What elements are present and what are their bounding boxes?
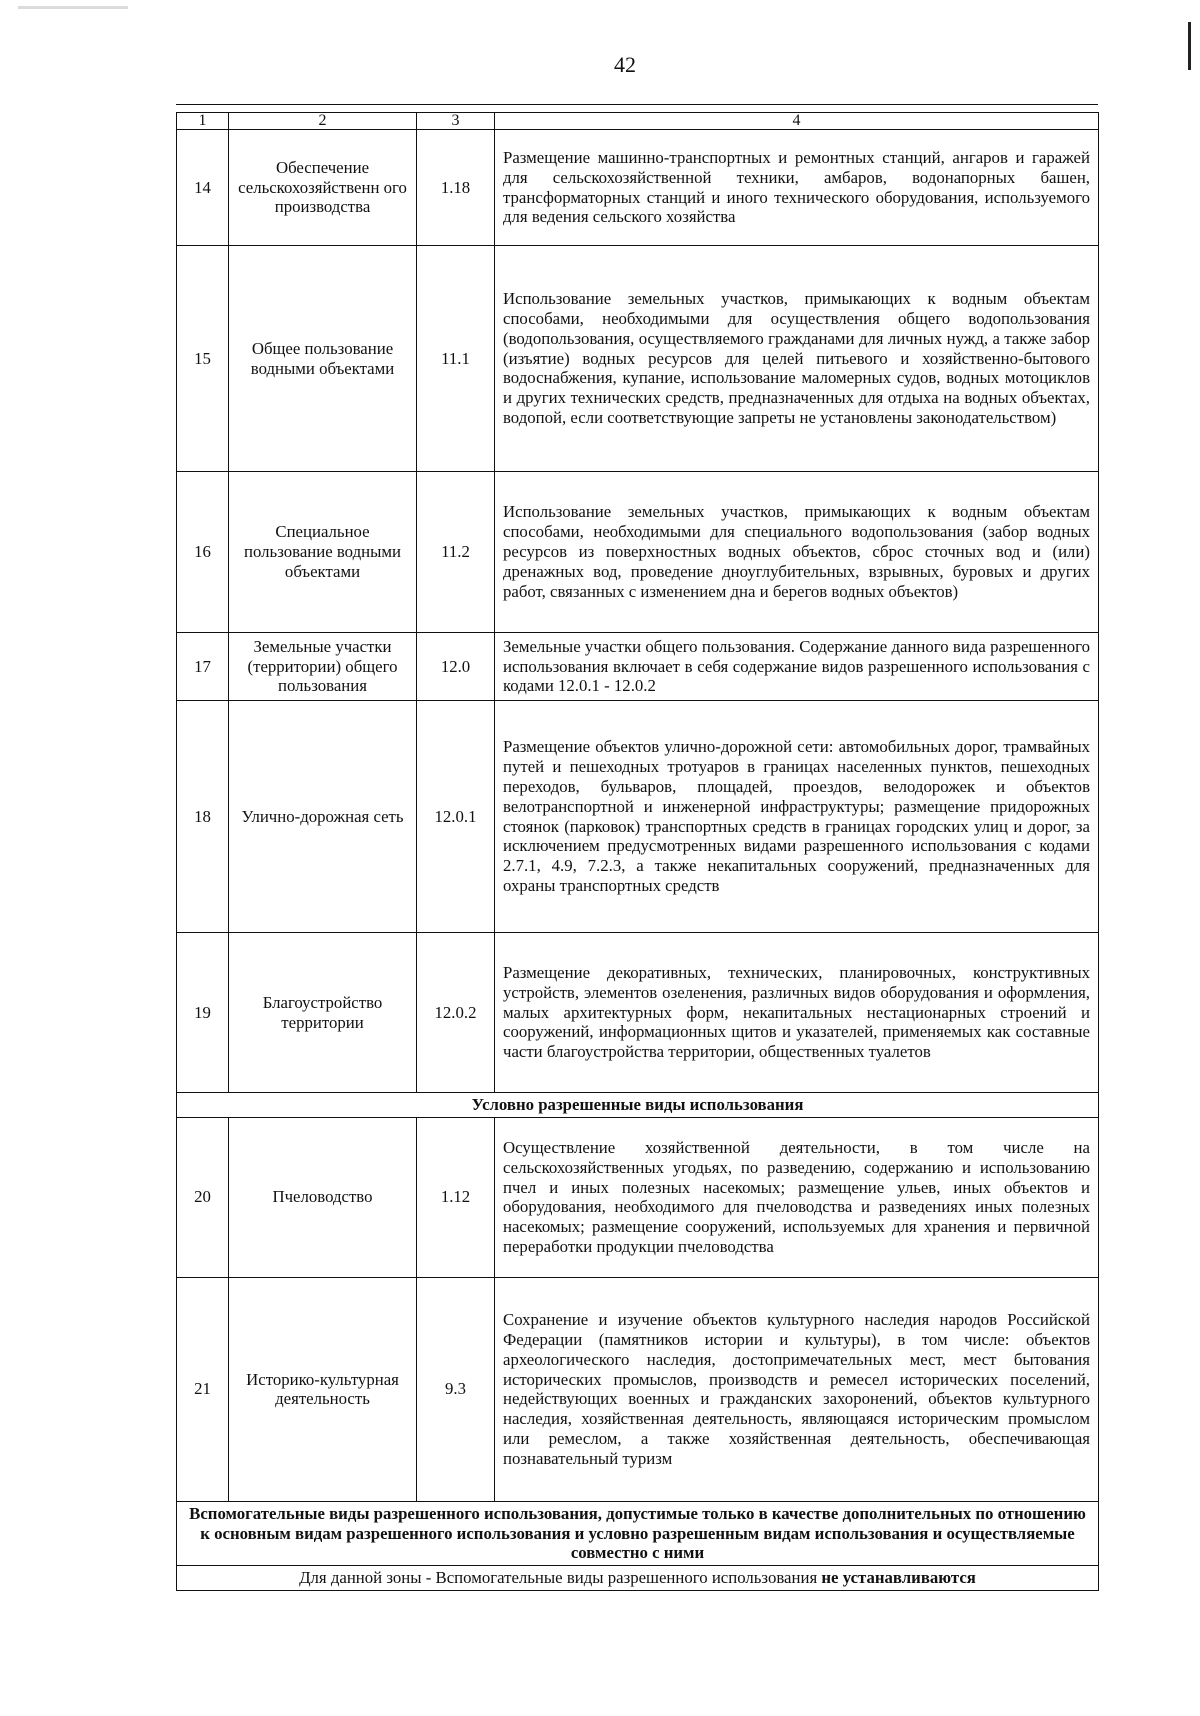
row-number: 16 xyxy=(177,472,229,633)
auxiliary-uses-heading: Вспомогательные виды разрешенного использования, допустимые только в качестве дополнительных по отношению к основным видам разрешенного использования и условно разрешенным видам использования и осуществляемые совместно с ними xyxy=(177,1501,1099,1565)
row-number: 18 xyxy=(177,701,229,933)
row-number: 19 xyxy=(177,933,229,1093)
auxiliary-note-status: не устанавливаются xyxy=(821,1568,976,1588)
use-code: 1.12 xyxy=(417,1117,495,1277)
row-number: 17 xyxy=(177,633,229,701)
section-header-row xyxy=(177,1093,1099,1118)
column-header-description: 4 xyxy=(495,113,1099,130)
header-row xyxy=(177,113,1099,130)
use-code: 12.0.1 xyxy=(417,701,495,933)
table-row xyxy=(177,130,1099,246)
use-description: Использование земельных участков, примыкающих к водным объектам способами, необходимыми для специального водопользования (забор водных ресурсов из поверхностных водных объектов, сброс сточных вод и (или) дренажных вод, проведение дноуглубительных, взрывных, буровых и других работ, связанных с изменением дна и берегов водных объектов) xyxy=(495,472,1099,633)
row-number: 15 xyxy=(177,246,229,472)
use-description: Земельные участки общего пользования. Содержание данного вида разрешенного использования включает в себя содержание видов разрешенного использования с кодами 12.0.1 - 12.0.2 xyxy=(495,633,1099,701)
use-name: Пчеловодство xyxy=(229,1117,417,1277)
use-description: Размещение машинно-транспортных и ремонтных станций, ангаров и гаражей для сельскохозяйственной техники, амбаров, водонапорных башен, трансформаторных станций и иного технического оборудования, используемого для ведения сельского хозяйства xyxy=(495,130,1099,246)
use-name: Земельные участки (территории) общего пользования xyxy=(229,633,417,701)
table-row xyxy=(177,633,1099,701)
conditional-uses-heading: Условно разрешенные виды использования xyxy=(177,1093,1099,1118)
use-description: Размещение декоративных, технических, планировочных, конструктивных устройств, элементов озеленения, различных видов оборудования и оформления, малых архитектурных форм, некапитальных нестационарных строений и сооружений, информационных щитов и указателей, применяемых как составные части благоустройства территории, общественных туалетов xyxy=(495,933,1099,1093)
auxiliary-note-prefix: Для данной зоны - Вспомогательные виды разрешенного использования xyxy=(299,1568,818,1588)
row-number: 21 xyxy=(177,1277,229,1501)
column-header-number: 1 xyxy=(177,113,229,130)
use-name: Специальное пользование водными объектами xyxy=(229,472,417,633)
table-row xyxy=(177,933,1099,1093)
use-name: Улично-дорожная сеть xyxy=(229,701,417,933)
table-row xyxy=(177,701,1099,933)
use-description: Использование земельных участков, примыкающих к водным объектам способами, необходимыми для осуществления общего водопользования (водопользования, осуществляемого гражданами для личных нужд, а также забор (изъятие) водных ресурсов для целей питьевого и хозяйственно-бытового водоснабжения, купание, использование маломерных судов, водных мотоциклов и других технических средств, предназначенных для отдыха на водных объектах, водопой, если соответствующие запреты не установлены законодательством) xyxy=(495,246,1099,472)
use-code: 1.18 xyxy=(417,130,495,246)
land-use-table xyxy=(176,112,1099,1591)
table-top-rule xyxy=(176,104,1098,105)
column-header-code: 3 xyxy=(417,113,495,130)
use-name: Общее пользование водными объектами xyxy=(229,246,417,472)
table-row xyxy=(177,1277,1099,1501)
page-number: 42 xyxy=(614,52,636,77)
footer-row xyxy=(177,1566,1099,1591)
use-description: Размещение объектов улично-дорожной сети: автомобильных дорог, трамвайных путей и пешеходных тротуаров в границах населенных пунктов, пешеходных переходов, бульваров, площадей, проездов, велодорожек и объектов велотранспортной и инженерной инфраструктуры; размещение придорожных стоянок (парковок) транспортных средств в границах городских улиц и дорог, за исключением предусмотренных видами разрешенного использования с кодами 2.7.1, 4.9, 7.2.3, а также некапитальных сооружений, предназначенных для охраны транспортных средств xyxy=(495,701,1099,933)
use-code: 12.0 xyxy=(417,633,495,701)
scan-artifact xyxy=(18,6,128,9)
table-row xyxy=(177,1117,1099,1277)
row-number: 20 xyxy=(177,1117,229,1277)
table-row xyxy=(177,472,1099,633)
use-name: Благоустройство территории xyxy=(229,933,417,1093)
use-code: 9.3 xyxy=(417,1277,495,1501)
use-description: Осуществление хозяйственной деятельности, в том числе на сельскохозяйственных угодьях, по разведению, содержанию и использованию пчел и иных полезных насекомых; размещение ульев, иных объектов и оборудования, необходимого для пчеловодства и разведениях иных полезных насекомых; размещение сооружений, используемых для хранения и первичной переработки продукции пчеловодства xyxy=(495,1117,1099,1277)
use-code: 11.2 xyxy=(417,472,495,633)
use-description: Сохранение и изучение объектов культурного наследия народов Российской Федерации (памятников истории и культуры), в том числе: объектов археологического наследия, достопримечательных мест, мест бытования исторических промыслов, производств и ремесел исторических поселений, недействующих военных и гражданских захоронений, объектов культурного наследия, хозяйственная деятельность, являющаяся историческим промыслом или ремеслом, а также хозяйственная деятельность, обеспечивающая познавательный туризм xyxy=(495,1277,1099,1501)
use-code: 11.1 xyxy=(417,246,495,472)
table-row xyxy=(177,246,1099,472)
use-name: Обеспечение сельскохозяйственн ого производства xyxy=(229,130,417,246)
use-name: Историко-культурная деятельность xyxy=(229,1277,417,1501)
row-number: 14 xyxy=(177,130,229,246)
section-header-row xyxy=(177,1501,1099,1565)
auxiliary-uses-note xyxy=(177,1566,1099,1591)
column-header-name: 2 xyxy=(229,113,417,130)
use-code: 12.0.2 xyxy=(417,933,495,1093)
